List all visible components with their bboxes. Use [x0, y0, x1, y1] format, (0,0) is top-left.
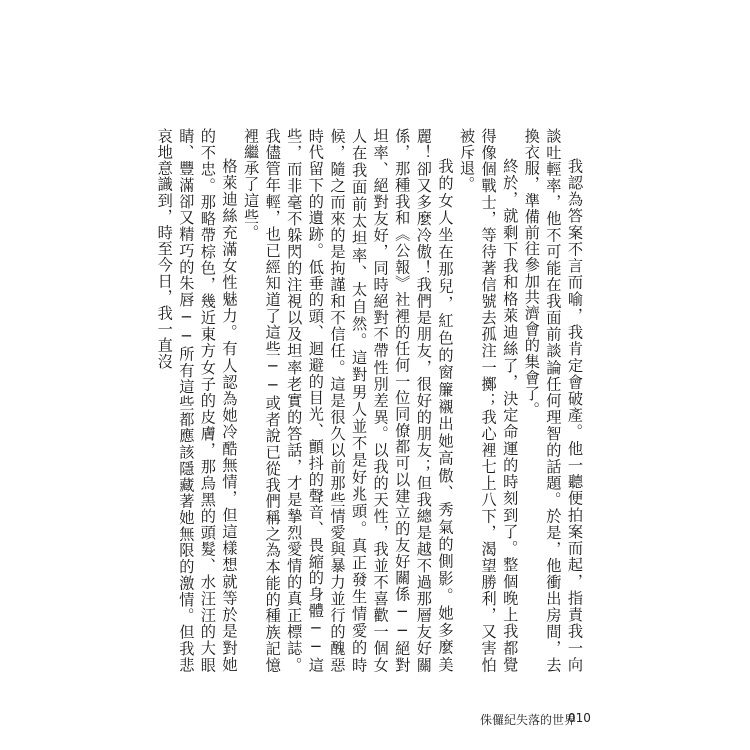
running-footer-title: 侏儸紀失落的世界	[480, 713, 577, 727]
body-text	[155, 128, 585, 673]
paragraph: 終於，就剩下我和格萊迪絲了，決定命運的時刻到了。整個晚上我都覺得像個戰士，等待著信號去孤注一擲；我心裡七上八下，渴望勝利，又害怕被斥退。	[458, 128, 520, 673]
paragraph: 我的女人坐在那兒，紅色的窗簾襯出她高傲、秀氣的側影。她多麼美麗！卻又多麼冷傲！我們是朋友，很好的朋友；但我總是越不過那層友好關係，那種我和《公報》社裡的任何一位同僚都可以建立的友好關係──絕對坦率、絕對友好，同時絕對不帶性別差異。以我的天性，我並不喜歡一個女人在我面前太坦率、太自然。這對男人並不是好兆頭。真正發生情愛的時候，隨之而來的是拘謹和不信任。這是很久以前那些情愛與暴力並行的醜惡時代留下的遺跡。低垂的頭、迴避的目光、顫抖的聲音、畏縮的身體──這些，而非毫不躲閃的注視以及坦率老實的答話，才是摯烈愛情的真正標誌。我儘管年輕，也已經知道了這些──或者說已從我們稱之為本能的種族記憶裡繼承了這些。	[242, 128, 455, 673]
paragraph: 格萊迪絲充滿女性魅力。有人認為她冷酷無情，但這樣想就等於是對她的不忠。那略帶棕色，幾近東方女子的皮膚，那烏黑的頭髮、水汪汪的大眼睛、豐滿卻又精巧的朱唇──所有這些都應該隱藏著她無限的激情。但我悲哀地意識到，時至今日，我一直沒	[155, 128, 239, 673]
paragraph: 我認為答案不言而喻，我肯定會破產。他一聽便拍案而起，指責我一向談吐輕率，他不可能在我面前談論任何理智的話題。於是，他衝出房間，去換衣服，準備前往參加共濟會的集會了。	[522, 128, 584, 673]
page-number: 010	[568, 711, 591, 725]
